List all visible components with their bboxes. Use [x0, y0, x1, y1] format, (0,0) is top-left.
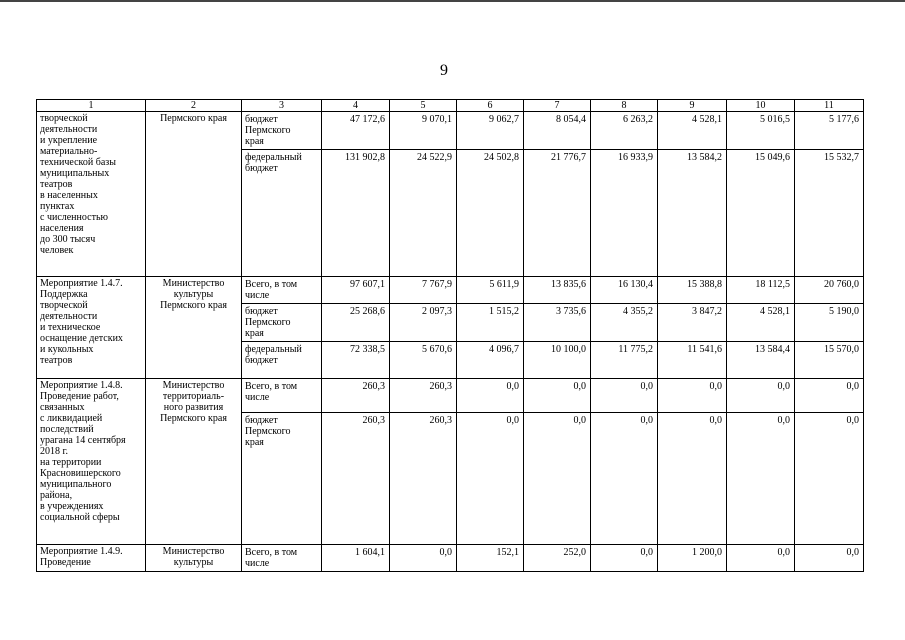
funding-source-line: числе	[245, 392, 270, 403]
event-name-line: творческой	[40, 300, 88, 311]
funding-source-cell	[242, 413, 322, 545]
funding-source-cell	[242, 150, 322, 277]
funding-source-line: бюджет	[245, 415, 278, 426]
event-name-line: с ликвидацией	[40, 413, 103, 424]
budget-table	[36, 99, 864, 572]
event-name-line: на территории	[40, 457, 102, 468]
value-cell: 15 532,7	[795, 150, 864, 277]
value-cell: 0,0	[795, 545, 864, 572]
event-name-line: и укрепление	[40, 135, 98, 146]
funding-source-line: Пермского	[245, 317, 291, 328]
event-name-line: деятельности	[40, 124, 98, 135]
event-name-line: в населенных	[40, 190, 98, 201]
value-cell: 5 177,6	[795, 112, 864, 150]
value-cell: 0,0	[795, 379, 864, 413]
funding-source-line: края	[245, 437, 264, 448]
value-cell: 20 760,0	[795, 277, 864, 304]
executor-line: территориаль-	[162, 391, 225, 402]
event-name-line: в учреждениях	[40, 501, 104, 512]
value-cell: 6 263,2	[591, 112, 658, 150]
value-cell: 252,0	[524, 545, 591, 572]
value-cell: 0,0	[524, 413, 591, 545]
event-name-line: материально-	[40, 146, 98, 157]
value-cell: 4 528,1	[658, 112, 727, 150]
value-cell: 5 016,5	[727, 112, 795, 150]
value-cell: 1 515,2	[457, 304, 524, 342]
executor-line: Пермского края	[160, 300, 227, 311]
executor-line: Министерство	[162, 380, 225, 391]
funding-source-line: Всего, в том	[245, 279, 298, 290]
value-cell: 13 584,4	[727, 342, 795, 379]
event-name-line: Мероприятие 1.4.8.	[40, 380, 123, 391]
table-row	[37, 379, 864, 413]
header-row	[37, 100, 864, 112]
value-cell: 7 767,9	[390, 277, 457, 304]
funding-source-line: Пермского	[245, 125, 291, 136]
event-name-line: связанных	[40, 402, 85, 413]
header-cell: 3	[242, 100, 322, 112]
value-cell: 4 355,2	[591, 304, 658, 342]
event-name-line: Мероприятие 1.4.9.	[40, 546, 123, 557]
value-cell: 47 172,6	[322, 112, 390, 150]
value-cell: 5 611,9	[457, 277, 524, 304]
value-cell: 15 570,0	[795, 342, 864, 379]
value-cell: 152,1	[457, 545, 524, 572]
value-cell: 260,3	[322, 379, 390, 413]
value-cell: 11 775,2	[591, 342, 658, 379]
event-name-line: муниципальных	[40, 168, 110, 179]
value-cell: 0,0	[727, 413, 795, 545]
funding-source-line: края	[245, 136, 264, 147]
value-cell: 3 847,2	[658, 304, 727, 342]
value-cell: 15 049,6	[727, 150, 795, 277]
event-name-line: населения	[40, 223, 84, 234]
header-cell: 10	[727, 100, 795, 112]
value-cell: 4 528,1	[727, 304, 795, 342]
event-name-cell	[37, 112, 146, 277]
funding-source-line: Пермского	[245, 426, 291, 437]
event-name-line: оснащение детских	[40, 333, 123, 344]
funding-source-line: федеральный	[245, 152, 302, 163]
header-cell: 6	[457, 100, 524, 112]
event-name-line: Мероприятие 1.4.7.	[40, 278, 123, 289]
executor-line: Пермского края	[160, 413, 227, 424]
header-cell: 5	[390, 100, 457, 112]
event-name-line: последствий	[40, 424, 94, 435]
funding-source-line: бюджет	[245, 163, 278, 174]
executor-line: культуры	[173, 289, 214, 300]
value-cell: 8 054,4	[524, 112, 591, 150]
value-cell: 0,0	[591, 545, 658, 572]
value-cell: 13 835,6	[524, 277, 591, 304]
value-cell: 25 268,6	[322, 304, 390, 342]
funding-source-line: числе	[245, 290, 270, 301]
event-name-line: деятельности	[40, 311, 98, 322]
value-cell: 18 112,5	[727, 277, 795, 304]
value-cell: 2 097,3	[390, 304, 457, 342]
event-name-line: пунктах	[40, 201, 75, 212]
value-cell: 13 584,2	[658, 150, 727, 277]
funding-source-line: Всего, в том	[245, 547, 298, 558]
executor-cell	[146, 277, 242, 379]
table-row	[37, 112, 864, 150]
funding-source-line: бюджет	[245, 114, 278, 125]
executor-cell	[146, 545, 242, 572]
event-name-line: с численностью	[40, 212, 108, 223]
event-name-line: человек	[40, 245, 74, 256]
header-cell: 2	[146, 100, 242, 112]
value-cell: 3 735,6	[524, 304, 591, 342]
funding-source-line: бюджет	[245, 306, 278, 317]
value-cell: 0,0	[457, 379, 524, 413]
header-cell: 7	[524, 100, 591, 112]
event-name-line: театров	[40, 355, 73, 366]
event-name-line: урагана 14 сентября	[40, 435, 126, 446]
event-name-line: и кукольных	[40, 344, 94, 355]
value-cell: 5 670,6	[390, 342, 457, 379]
header-cell: 11	[795, 100, 864, 112]
executor-cell	[146, 379, 242, 545]
event-name-line: театров	[40, 179, 73, 190]
top-border-line	[0, 0, 905, 2]
executor-line: ного развития	[163, 402, 224, 413]
value-cell: 0,0	[591, 379, 658, 413]
value-cell: 16 130,4	[591, 277, 658, 304]
event-name-line: Проведение работ,	[40, 391, 119, 402]
event-name-line: 2018 г.	[40, 446, 68, 457]
header-cell: 4	[322, 100, 390, 112]
event-name-line: творческой	[40, 113, 88, 124]
funding-source-cell	[242, 379, 322, 413]
value-cell: 9 062,7	[457, 112, 524, 150]
value-cell: 16 933,9	[591, 150, 658, 277]
value-cell: 0,0	[658, 379, 727, 413]
table-row	[37, 545, 864, 572]
executor-line: Пермского края	[160, 113, 227, 124]
funding-source-line: края	[245, 328, 264, 339]
funding-source-line: числе	[245, 558, 270, 569]
value-cell: 5 190,0	[795, 304, 864, 342]
funding-source-cell	[242, 112, 322, 150]
header-cell: 9	[658, 100, 727, 112]
value-cell: 21 776,7	[524, 150, 591, 277]
value-cell: 260,3	[390, 413, 457, 545]
table-row	[37, 277, 864, 304]
funding-source-line: Всего, в том	[245, 381, 298, 392]
funding-source-cell	[242, 277, 322, 304]
value-cell: 72 338,5	[322, 342, 390, 379]
value-cell: 260,3	[322, 413, 390, 545]
value-cell: 9 070,1	[390, 112, 457, 150]
value-cell: 15 388,8	[658, 277, 727, 304]
funding-source-cell	[242, 304, 322, 342]
event-name-line: Поддержка	[40, 289, 88, 300]
value-cell: 4 096,7	[457, 342, 524, 379]
value-cell: 10 100,0	[524, 342, 591, 379]
funding-source-cell	[242, 545, 322, 572]
value-cell: 0,0	[727, 545, 795, 572]
value-cell: 0,0	[390, 545, 457, 572]
executor-line: Министерство	[162, 278, 225, 289]
header-cell: 1	[37, 100, 146, 112]
value-cell: 0,0	[591, 413, 658, 545]
event-name-line: до 300 тысяч	[40, 234, 96, 245]
event-name-line: технической базы	[40, 157, 116, 168]
page-number: 9	[440, 62, 448, 79]
event-name-line: муниципального	[40, 479, 112, 490]
event-name-cell	[37, 545, 146, 572]
value-cell: 0,0	[524, 379, 591, 413]
value-cell: 0,0	[658, 413, 727, 545]
funding-source-cell	[242, 342, 322, 379]
value-cell: 1 200,0	[658, 545, 727, 572]
value-cell: 0,0	[795, 413, 864, 545]
event-name-line: и техническое	[40, 322, 101, 333]
value-cell: 0,0	[727, 379, 795, 413]
funding-source-line: федеральный	[245, 344, 302, 355]
event-name-line: района,	[40, 490, 73, 501]
value-cell: 24 502,8	[457, 150, 524, 277]
executor-line: Министерство	[162, 546, 225, 557]
executor-line: культуры	[173, 557, 214, 568]
value-cell: 260,3	[390, 379, 457, 413]
event-name-line: социальной сферы	[40, 512, 120, 523]
value-cell: 0,0	[457, 413, 524, 545]
event-name-cell	[37, 277, 146, 379]
value-cell: 131 902,8	[322, 150, 390, 277]
header-cell: 8	[591, 100, 658, 112]
executor-cell	[146, 112, 242, 277]
value-cell: 97 607,1	[322, 277, 390, 304]
event-name-line: Красновишерского	[40, 468, 121, 479]
funding-source-line: бюджет	[245, 355, 278, 366]
value-cell: 11 541,6	[658, 342, 727, 379]
value-cell: 1 604,1	[322, 545, 390, 572]
event-name-cell	[37, 379, 146, 545]
event-name-line: Проведение	[40, 557, 91, 568]
value-cell: 24 522,9	[390, 150, 457, 277]
